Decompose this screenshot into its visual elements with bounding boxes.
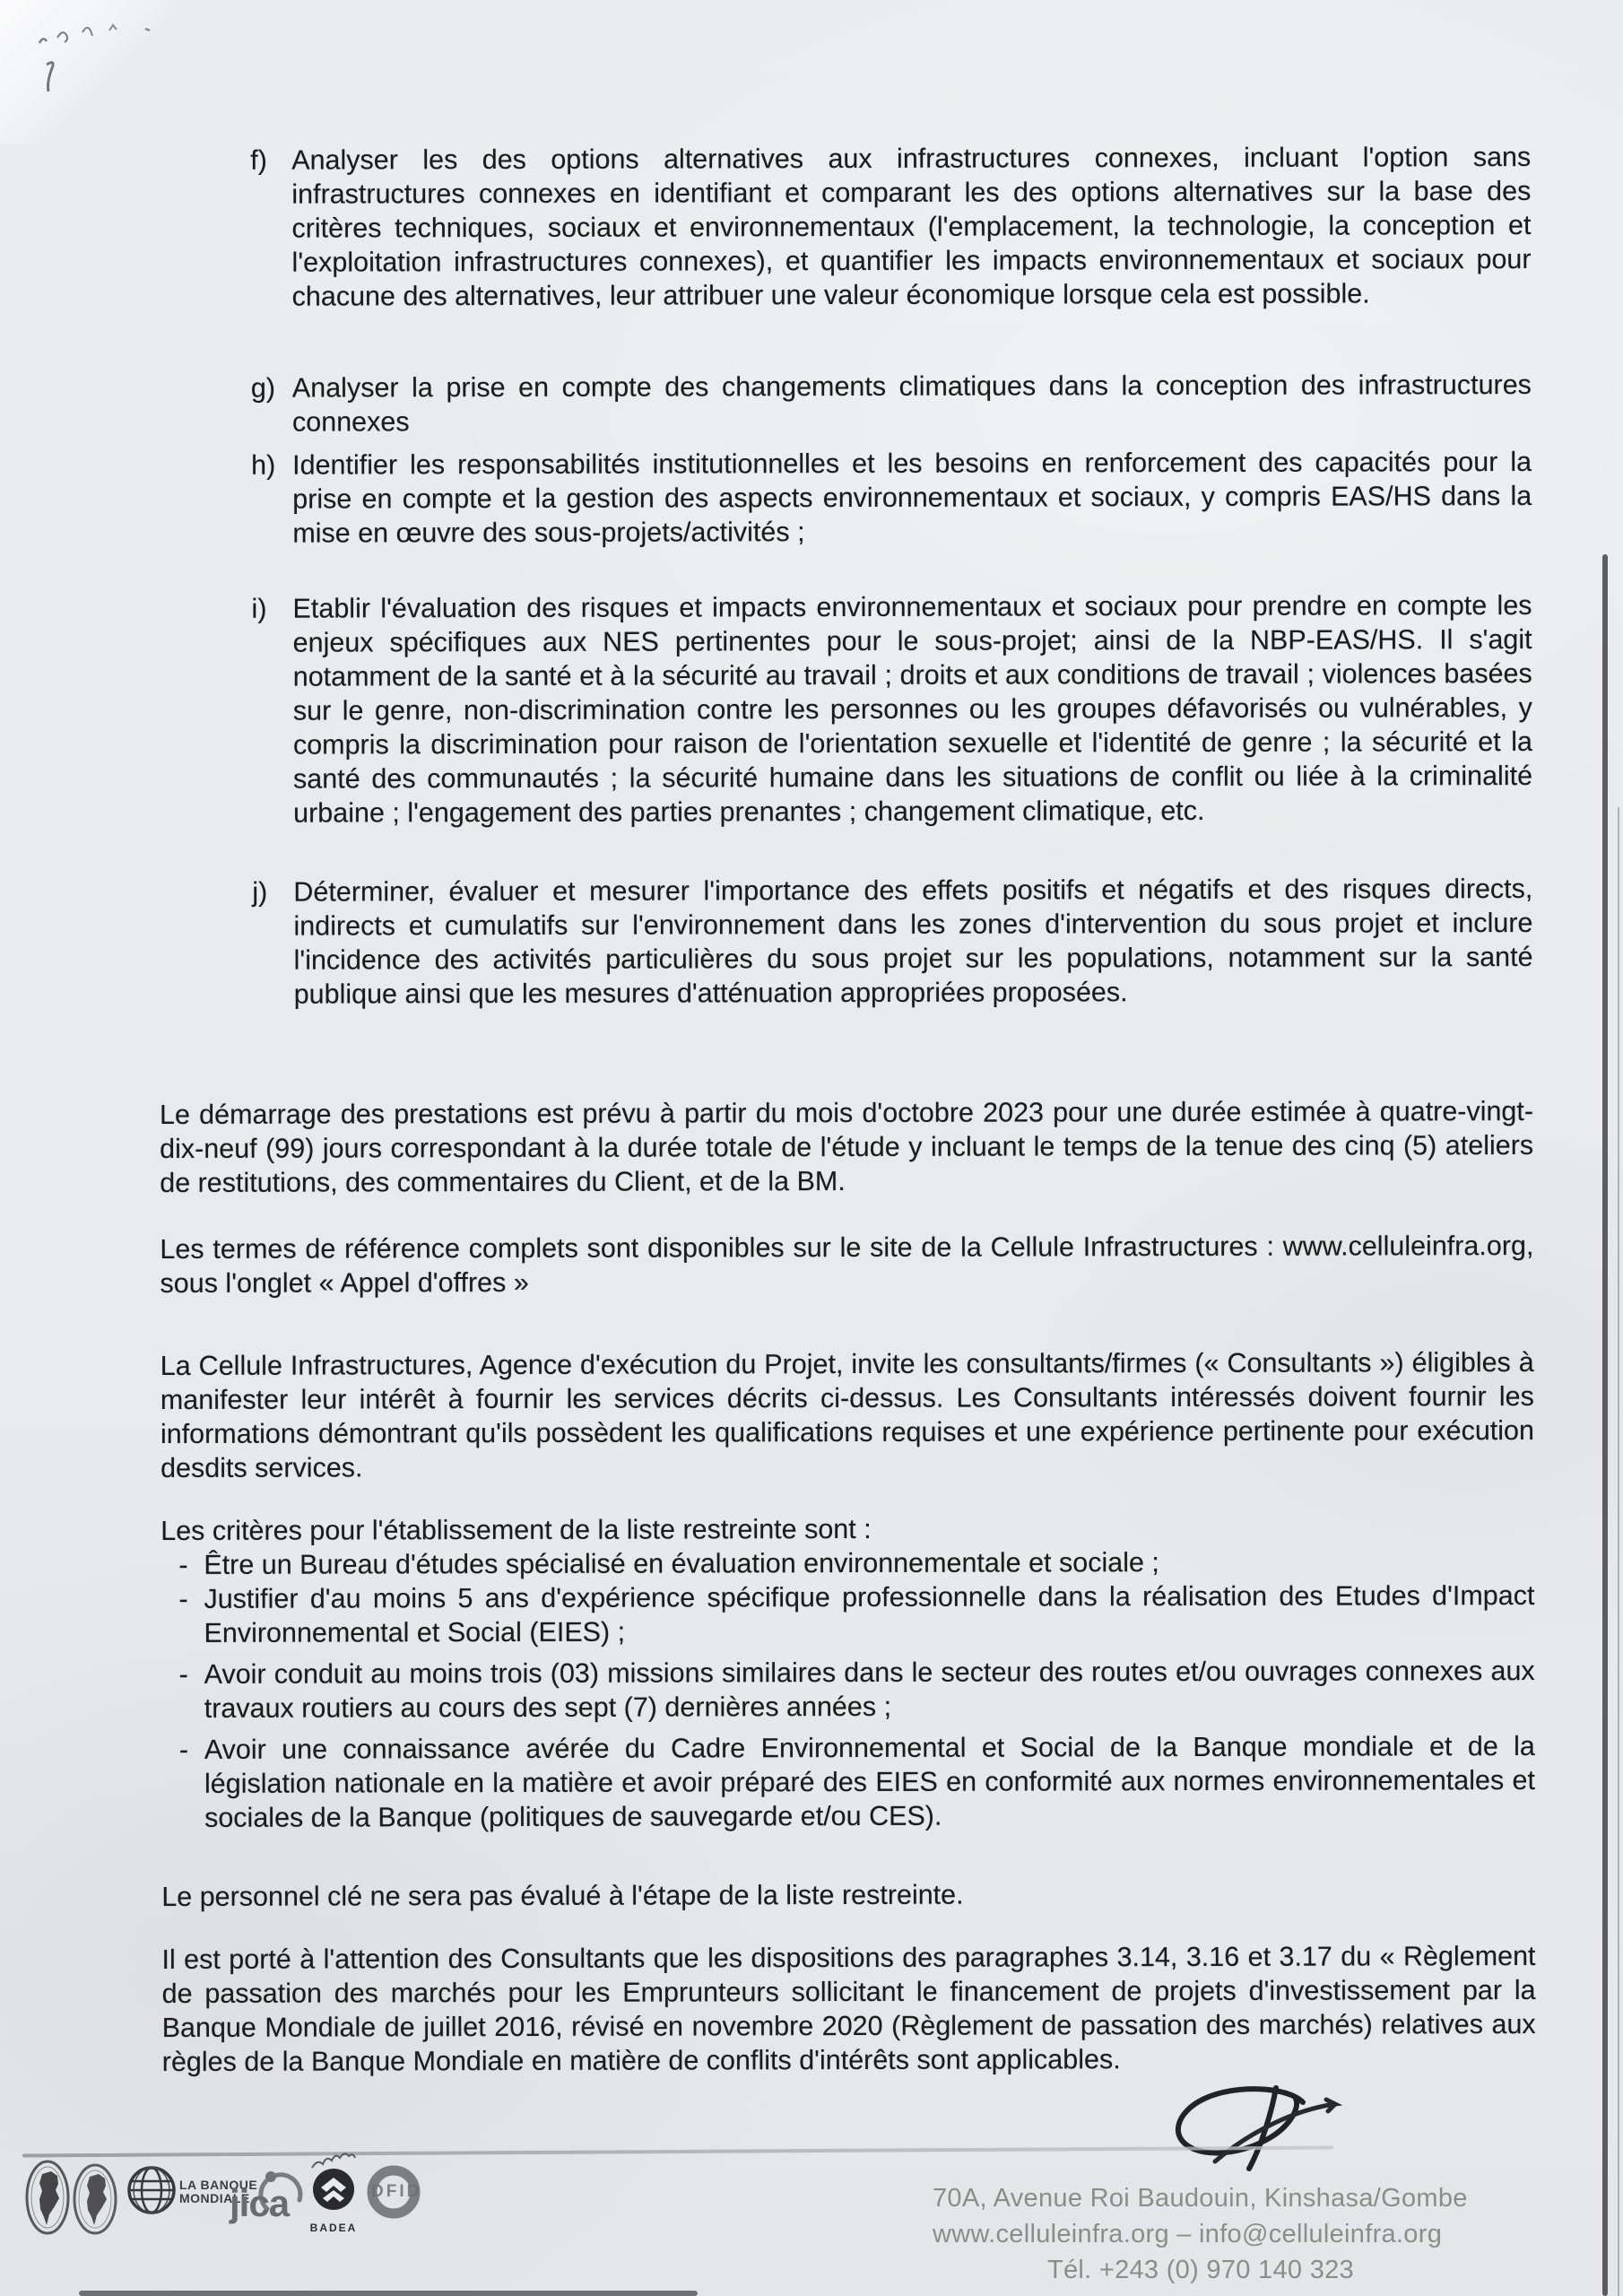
item-letter: h) [251, 449, 276, 481]
address-line-web-email: www.celluleinfra.org – info@celluleinfra.org [933, 2220, 1443, 2248]
paragraph-termes-de-reference: Les termes de référence complets sont disponibles sur le site de la Cellule Infrastructures : www.celluleinfra.org, sous l'onglet « Appel d'offres » [160, 1230, 1534, 1300]
criteria-text: Avoir une connaissance avérée du Cadre Environnemental et Social de la Banque mondiale et de la législation nationale en la matière et avoir préparé des EIES en conformité aux normes environnementales et sociales de la Banque (politiques de sauvegarde et/ou CES). [204, 1730, 1536, 1833]
criteria-section [161, 1510, 1535, 1835]
item-letter: g) [250, 372, 276, 404]
criteria-item [161, 1729, 1535, 1835]
afdb-oval-logo-icon [24, 2159, 71, 2236]
item-letter: i) [251, 593, 267, 624]
jica-logo [230, 2170, 305, 2225]
footer [0, 2139, 1623, 2296]
dash-bullet: - [178, 1658, 188, 1690]
item-text: Déterminer, évaluer et mesurer l'importance des effets positifs et négatifs et des risques directs, indirects et cumulatifs sur l'environnement dans les zones d'intervention du sous projet et inclure l'incidence des activités particulières du sous projet sur les populations, notamment sur la santé publique ainsi que les mesures d'atténuation appropriées proposées. [293, 873, 1533, 1010]
address-line-street: 70A, Avenue Roi Baudouin, Kinshasa/Gombe [933, 2184, 1468, 2213]
paragraph-personnel-cle: Le personnel clé ne sera pas évalué à l'étape de la liste restreinte. [161, 1879, 964, 1913]
scan-edge-right [1602, 554, 1608, 2296]
item-text: Identifier les responsabilités institutionnelles et les besoins en renforcement des capacités pour la prise en compte et la gestion des aspects environnementaux et sociaux, y compris EAS/HS dans la mise en œuvre des sous-projets/activités ; [292, 446, 1532, 549]
dash-bullet: - [178, 1734, 189, 1765]
dfid-ring-icon [366, 2164, 421, 2220]
jica-label: jica [230, 2182, 290, 2224]
paragraph-demarrage: Le démarrage des prestations est prévu à partir du mois d'octobre 2023 pour une durée estimée à quatre-vingt-dix-neuf (99) jours correspondant à la durée totale de l'étude y incluant le temps de la tenue des cinq (5) ateliers de restitutions, des commentaires du Client, et de la BM. [159, 1095, 1534, 1199]
dfid-label: DFID [371, 2182, 422, 2201]
badea-label: BADEA [309, 2222, 358, 2234]
world-bank-globe-icon [126, 2164, 178, 2216]
list-item-i [158, 588, 1532, 831]
footer-divider [22, 2146, 1333, 2158]
criteria-intro: Les critères pour l'établissement de la liste restreinte sont : [161, 1513, 872, 1547]
list-item-h [158, 445, 1532, 551]
criteria-text: Justifier d'au moins 5 ans d'expérience spécifique professionnelle dans la réalisation des Etudes d'Impact Environnemental et Social (EIES) ; [204, 1579, 1535, 1648]
world-bank-label-line2: MONDIALE [179, 2191, 250, 2205]
criteria-text: Être un Bureau d'études spécialisé en évaluation environnementale et sociale ; [204, 1547, 1159, 1580]
document-body [157, 140, 1536, 2079]
criteria-item [161, 1544, 1534, 1582]
list-item-g [158, 368, 1532, 439]
criteria-item [161, 1578, 1534, 1650]
scan-edge-right-faint [1618, 807, 1619, 2296]
criteria-text: Avoir conduit au moins trois (03) missions similaires dans le secteur des routes et/ou ouvrages connexes aux travaux routiers au cours des sept (7) dernières années ; [204, 1655, 1535, 1724]
item-text: Analyser les des options alternatives aux infrastructures connexes, incluant l'option sans infrastructures connexes en identifiant et comparant les des options alternatives sur la base des critères techniques, sociaux et environnementaux (l'emplacement, la technologie, la conception et l'exploitation infrastructures connexes), et quantifier les impacts environnementaux et sociaux pour chacune des alternatives, leur attribuer une valeur économique lorsque cela est possible. [291, 141, 1532, 312]
world-bank-label-line1: LA BANQUE [179, 2178, 258, 2192]
item-text: Analyser la prise en compte des changements climatiques dans la conception des infrastructures connexes [291, 369, 1532, 438]
criteria-item [161, 1654, 1535, 1726]
dash-bullet: - [178, 1549, 188, 1580]
scan-edge-bottom [79, 2291, 698, 2296]
badea-logo-icon [305, 2152, 362, 2234]
paragraph-invitation: La Cellule Infrastructures, Agence d'exécution du Projet, invite les consultants/firmes (« Consultants ») éligibles à manifester leur intérêt à fournir les services décrits ci-dessus. Les Consultants intéressés doivent fournir les informations démontrant qu'ils possèdent les qualifications requises et une expérience pertinente pour exécution desdits services. [160, 1346, 1534, 1484]
dash-bullet: - [178, 1583, 188, 1614]
item-letter: f) [250, 144, 267, 176]
paragraph-reglement: Il est porté à l'attention des Consultants que les dispositions des paragraphes 3.14, 3.16 et 3.17 du « Règlement de passation des marchés pour les Emprunteurs sollicitant le financement de projets d'investissement par la Banque Mondiale de juillet 2016, révisé en novembre 2020 (Règlement de passation des marchés) relatives aux règles de la Banque Mondiale en matière de conflits d'intérêts sont applicables. [161, 1940, 1536, 2078]
pen-scribble-icon [27, 18, 179, 108]
list-item-f [157, 140, 1531, 314]
item-text: Etablir l'évaluation des risques et impacts environnementaux et sociaux pour prendre en compte les enjeux spécifiques aux NES pertinentes pour le sous-projet; ainsi de la NBP-EAS/HS. Il s'agit notamment de la santé et à la sécurité au travail ; droits et aux conditions de travail ; violences basées sur le genre, non-discrimination contre les personnes ou les groupes défavorisés ou vulnérables, y compris la discrimination pour raison de l'orientation sexuelle et l'identité de genre ; la sécurité et la santé des communautés ; la sécurité humaine dans les situations de conflit ou liée à la criminalité urbaine ; l'engagement des parties prenantes ; changement climatique, etc. [292, 589, 1533, 829]
item-letter: j) [252, 876, 268, 908]
list-item-j [159, 872, 1532, 1012]
address-block [933, 2180, 1468, 2288]
address-line-phone: Tél. +243 (0) 970 140 323 [1046, 2256, 1354, 2284]
afdb-oval-logo-icon [72, 2162, 118, 2236]
